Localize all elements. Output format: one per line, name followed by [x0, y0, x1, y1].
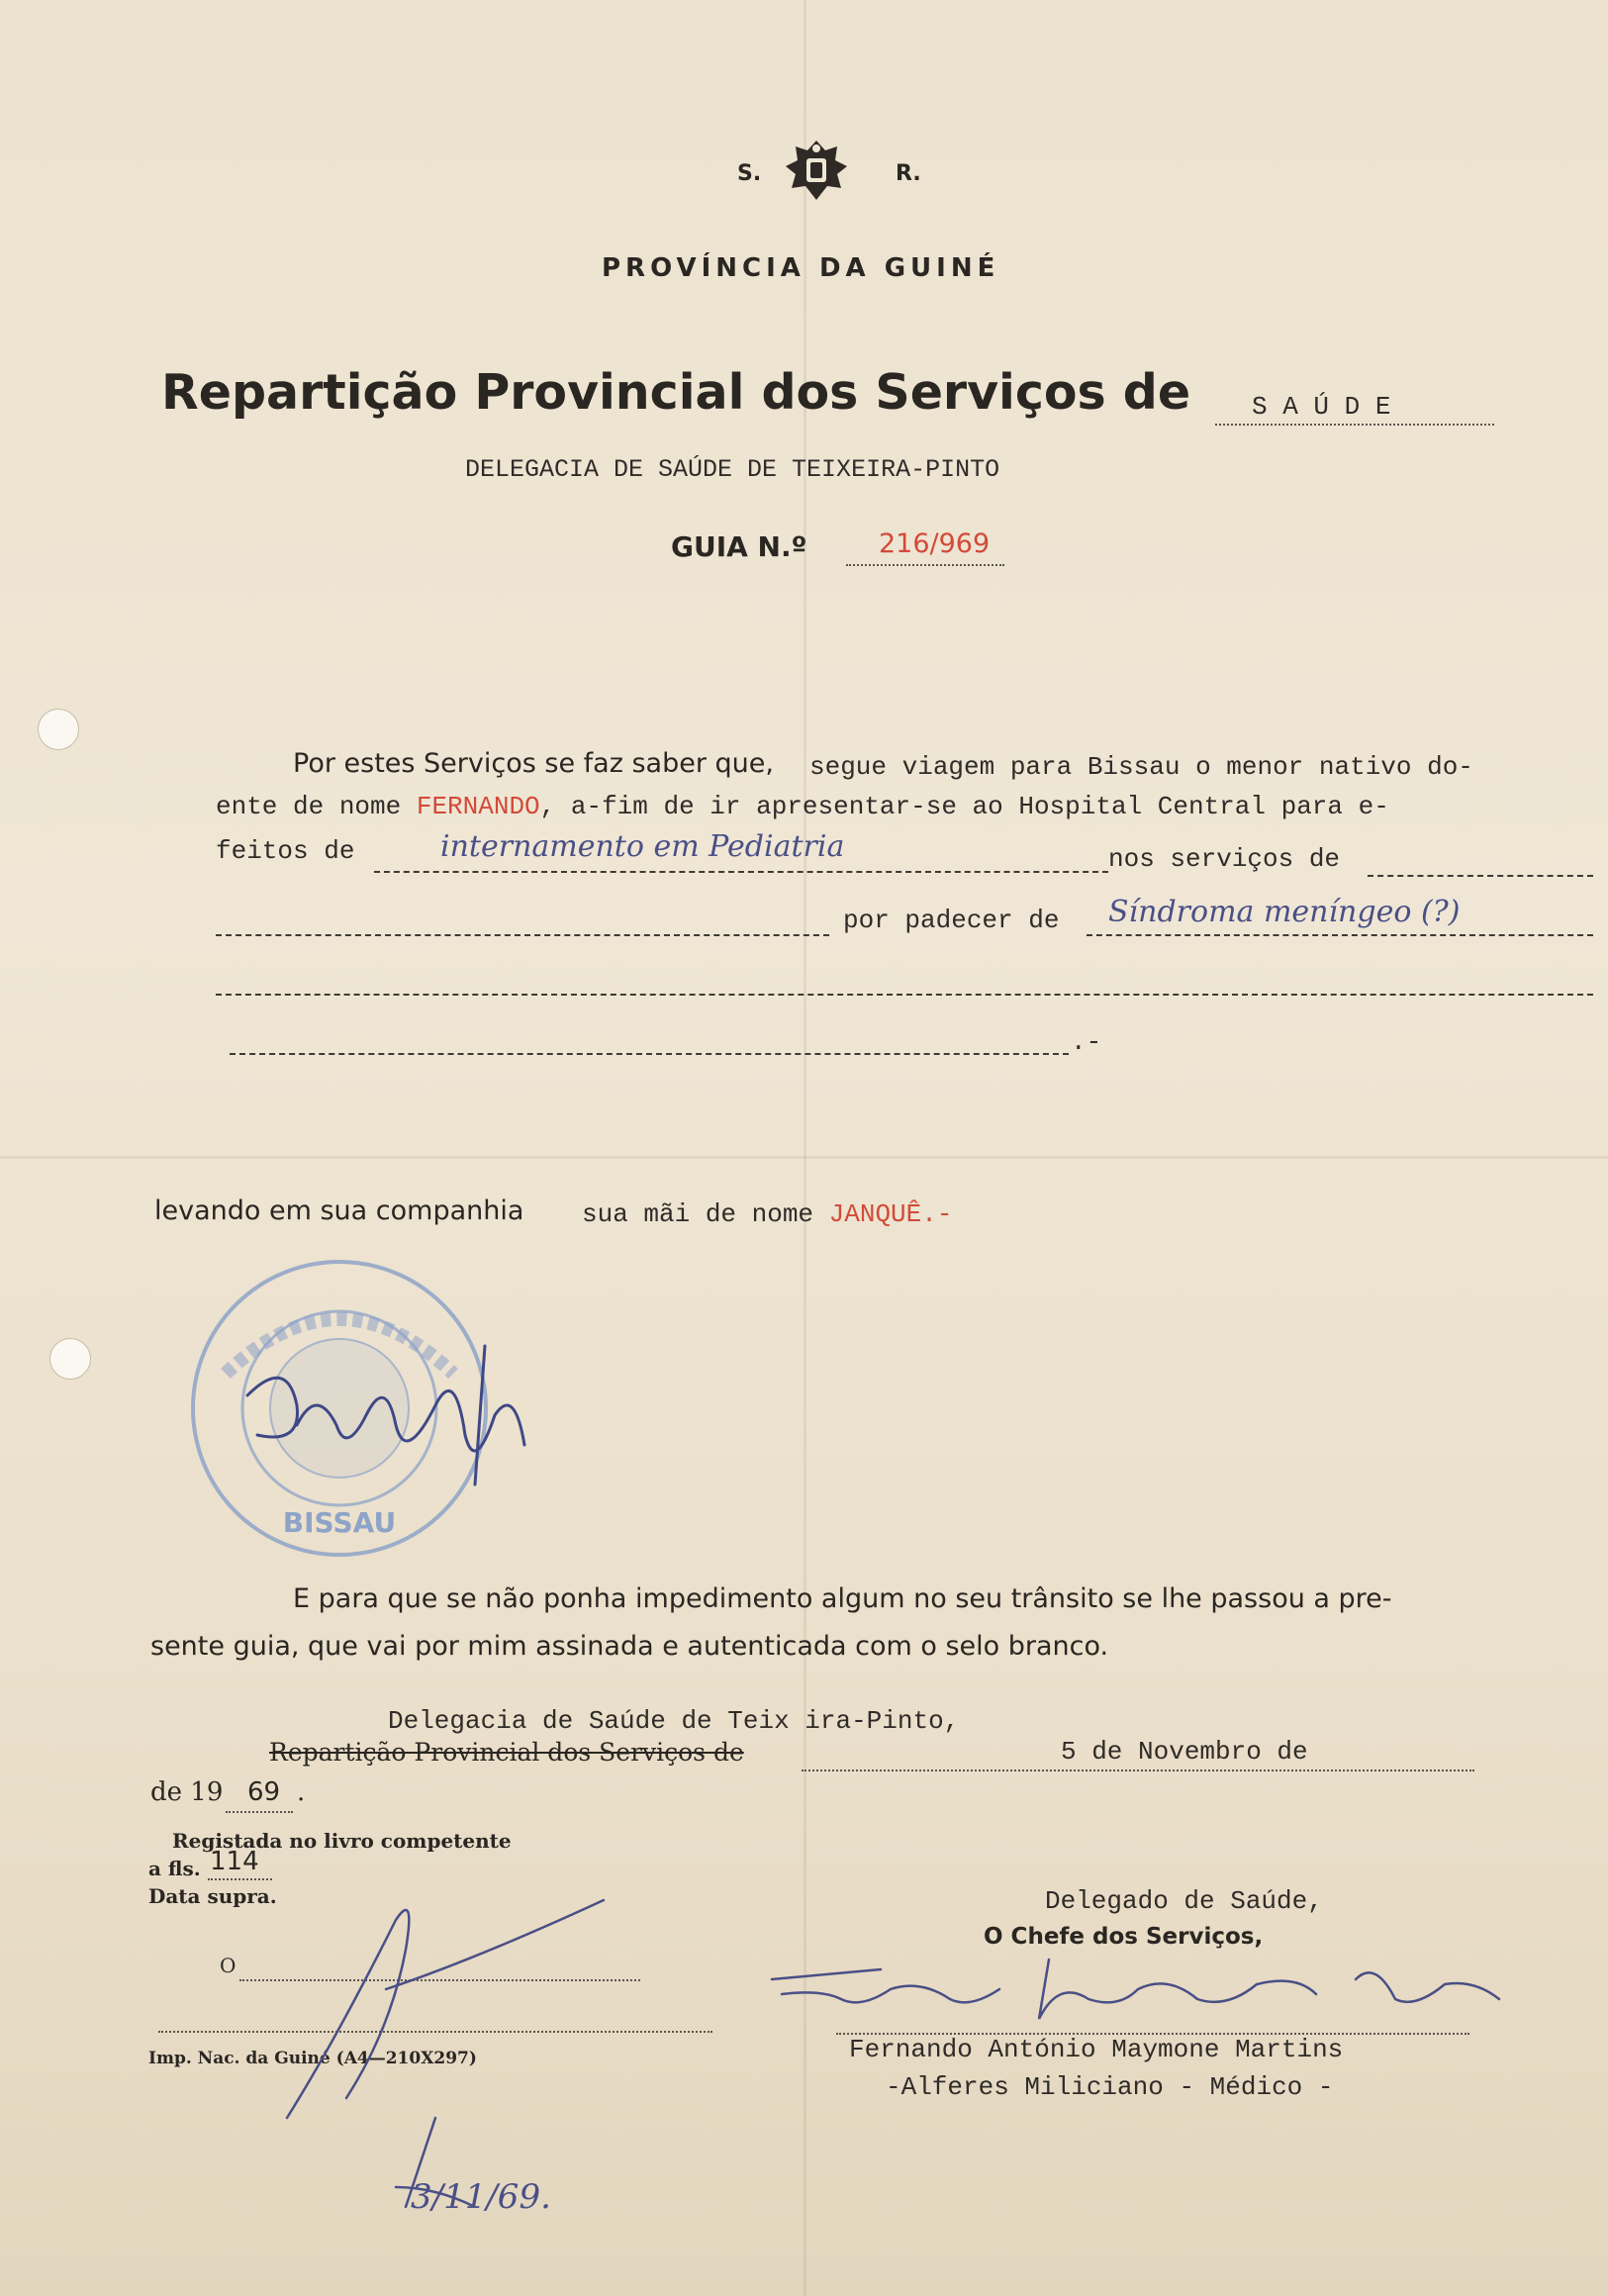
registry-folio-label: a fls. [148, 1857, 201, 1880]
companion-name: JANQUÊ [828, 1199, 922, 1229]
date-underline [802, 1770, 1474, 1771]
services-label: nos serviços de [1108, 844, 1341, 874]
fold-crease-horizontal [0, 1156, 1608, 1159]
patient-name: FERNANDO [416, 792, 540, 821]
date-place: Delegacia de Saúde de Teix ira-Pinto, [388, 1706, 960, 1736]
signatory-name: Fernando António Maymone Martins [849, 2035, 1344, 2064]
services-line [1368, 875, 1593, 877]
printer-imprint: Imp. Nac. da Guiné (A4—210X297) [148, 2049, 477, 2068]
signatory-role-printed: O Chefe dos Serviços, [984, 1924, 1264, 1950]
purpose-line [374, 871, 1108, 873]
guia-number: 216/969 [879, 528, 991, 559]
blank-line-6-end: .- [1071, 1027, 1102, 1057]
registry-line-1: Registada no livro competente [172, 1829, 512, 1853]
punch-hole-bottom [49, 1338, 91, 1380]
ailment-line [1087, 934, 1593, 936]
intro-text: Por estes Serviços se faz saber que, [293, 748, 774, 779]
blank-line-6 [230, 1053, 1069, 1055]
closing-line-2: sente guia, que vai por mim assinada e autenticada com o selo branco. [150, 1631, 1109, 1662]
travel-line-2-end: , a-fim de ir apresentar-se ao Hospital Central para e- [539, 792, 1389, 821]
ailment-handwritten: Síndroma meníngeo (?) [1108, 895, 1461, 929]
signatory-role-typed: Delegado de Saúde, [1045, 1886, 1323, 1916]
punch-hole-top [38, 709, 79, 750]
purpose-handwritten: internamento em Pediatria [440, 829, 845, 864]
purpose-label: feitos de [216, 836, 355, 866]
registry-line-3: Data supra. [148, 1884, 277, 1908]
service-underline [1215, 424, 1494, 426]
companion-end: .- [921, 1199, 953, 1229]
doctor-signature [762, 1940, 1514, 2029]
year-suffix: 69 [247, 1777, 281, 1807]
guia-number-underline [846, 564, 1004, 566]
struck-department: Repartição Provincial dos Serviços de [269, 1738, 744, 1767]
year-underline [226, 1811, 293, 1813]
companion-text: sua mãi de nome [582, 1199, 829, 1229]
ailment-label: por padecer de [843, 906, 1060, 935]
travel-line-1: segue viagem para Bissau o menor nativo do- [809, 752, 1473, 782]
companion-label: levando em sua companhia [154, 1196, 524, 1226]
registrar-mark: O [220, 1954, 236, 1977]
services-line-2 [216, 934, 829, 936]
travel-line-2-start: ente de nome [216, 792, 417, 821]
guia-label: GUIA N.º [671, 530, 807, 563]
registry-folio-underline [208, 1878, 272, 1880]
coat-of-arms-icon [782, 137, 851, 206]
s-mark: S. [737, 161, 762, 186]
stamp-signature [228, 1326, 544, 1524]
receipt-date-handwritten: 3/11/69. [411, 2177, 551, 2217]
signatory-rank: -Alferes Miliciano - Médico - [886, 2072, 1334, 2102]
province-heading: PROVÍNCIA DA GUINÉ [602, 253, 1000, 283]
year-end: . [297, 1777, 306, 1807]
date-day-month: 5 de Novembro de [1061, 1737, 1308, 1767]
blank-line-5 [216, 994, 1593, 996]
stamp-text: BISSAU [282, 1506, 397, 1539]
service-name: S A Ú D E [1252, 392, 1391, 422]
delegation-subtitle: DELEGACIA DE SAÚDE DE TEIXEIRA-PINTO [465, 455, 1000, 484]
r-mark: R. [896, 161, 921, 186]
travel-line-2 [216, 792, 1389, 821]
receipt-checkmark [277, 1890, 703, 2276]
registry-folio-number: 114 [210, 1847, 259, 1876]
closing-line-1: E para que se não ponha impedimento algum no seu trânsito se lhe passou a pre- [293, 1583, 1392, 1614]
department-title: Repartição Provincial dos Serviços de [161, 364, 1191, 421]
companion-line [582, 1199, 952, 1229]
year-prefix: de 19 [150, 1777, 224, 1807]
